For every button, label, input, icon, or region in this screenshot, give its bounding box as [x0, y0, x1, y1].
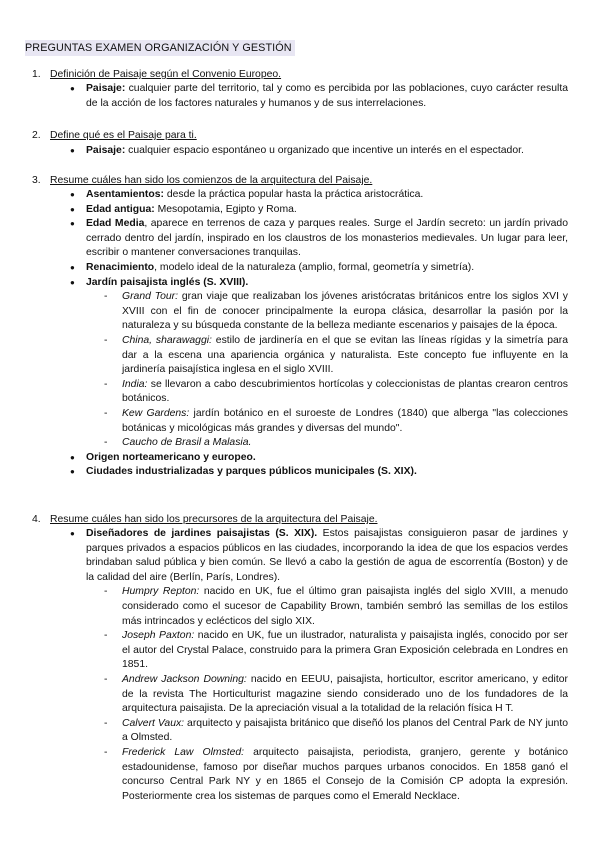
list-item: ● Paisaje: cualquier espacio espontáneo u organizado que incentive un interés en el espectador.: [68, 144, 568, 159]
question-number: 1.: [32, 69, 41, 80]
sub-list-item: - Calvert Vaux: arquitecto y paisajista británico que diseñó los planos del Central Park de NY junto a Olmsted.: [104, 717, 568, 746]
sub-list-item: - China, sharawaggi: estilo de jardinería en el que se evitan las líneas rígidas y la simetría para dar a la escena una apariencia orgánica y naturalista. Este concepto fue influyente en la jardinería paisajística inglesa en el siglo XVIII.: [104, 334, 568, 378]
sub-list-item: - Andrew Jackson Downing: nacido en EEUU, paisajista, horticultor, escritor americano, y editor de la revista The Horticulturist magazine siendo considerado uno de los fundadores de la arquitectura paisajista. De la apreciación visual a la totalidad de la relación física H T.: [104, 673, 568, 717]
question-number: 3.: [32, 175, 41, 186]
sub-list-item: - Kew Gardens: jardín botánico en el suroeste de Londres (1840) que alberga "las colecciones botánicas y micológicas más grandes y diversas del mundo".: [104, 407, 568, 436]
list-item: ● Asentamientos: desde la práctica popular hasta la práctica aristocrática.: [68, 188, 568, 203]
list-item: ● Jardín paisajista inglés (S. XVIII).: [68, 276, 568, 291]
document-title: PREGUNTAS EXAMEN ORGANIZACIÓN Y GESTIÓN: [25, 40, 295, 56]
sub-list-item: - India: se llevaron a cabo descubrimientos hortícolas y coleccionistas de plantas crearon centros botánicos.: [104, 378, 568, 407]
question-4-answer: [68, 527, 568, 804]
sub-list-item: - Grand Tour: gran viaje que realizaban los jóvenes aristócratas británicos entre los siglos XVI y XVIII con el fin de conocer principalmente la europa clásica, desarrollar la pasión por la naturaleza y su búsqueda constante de la belleza mediante escenarios y paisajes de la época.: [104, 290, 568, 334]
question-4-heading: [32, 513, 377, 527]
sub-list-item: - Humpry Repton: nacido en UK, fue el último gran paisajista inglés del siglo XVIII, a menudo considerado como el sucesor de Capability Brown, también sembró las semillas de los estilos más intrincados y eclécticos del siglo XIX.: [104, 585, 568, 629]
question-3-heading: [32, 174, 372, 188]
sub-list-item: - Caucho de Brasil a Malasia.: [104, 436, 568, 451]
list-item: ● Paisaje: cualquier parte del territorio, tal y como es percibida por las poblaciones, cuyo carácter resulta de la acción de los factores naturales y humanos y de sus interrelaciones.: [68, 82, 568, 111]
sub-list: [68, 290, 568, 451]
sub-list-item: - Frederick Law Olmsted: arquitecto paisajista, periodista, granjero, gerente y botánico estadounidense, famoso por diseñar muchos parques urbanos conocidos. En 1858 ganó el concurso Central Park NY y en 1865 el Consejo de la Comisión CP adopta la expresión. Posteriormente crea los sistemas de parques como el Emerald Necklace.: [104, 746, 568, 804]
question-text: Define qué es el Paisaje para ti.: [50, 130, 197, 141]
question-1-answer: [68, 82, 568, 111]
question-text: Definición de Paisaje según el Convenio Europeo.: [50, 69, 282, 80]
list-item: ● Edad antigua: Mesopotamia, Egipto y Roma.: [68, 203, 568, 218]
list-item: ● Ciudades industrializadas y parques públicos municipales (S. XIX).: [68, 465, 568, 480]
list-item: ● Origen norteamericano y europeo.: [68, 451, 568, 466]
question-2-heading: [32, 129, 197, 143]
sub-list: [68, 585, 568, 804]
question-1-heading: [32, 68, 281, 82]
list-item: ● Edad Media, aparece en terrenos de caza y parques reales. Surge el Jardín secreto: un jardín privado cerrado dentro del jardín, inspirado en los claustros de los monasterios medievales. Un lugar para leer, escribir o mantener conversaciones tranquilas.: [68, 217, 568, 261]
question-text: Resume cuáles han sido los precursores de la arquitectura del Paisaje.: [50, 514, 378, 525]
question-2-answer: [68, 144, 568, 159]
question-text: Resume cuáles han sido los comienzos de la arquitectura del Paisaje.: [50, 175, 373, 186]
list-item: ● Renacimiento, modelo ideal de la naturaleza (amplio, formal, geometría y simetría).: [68, 261, 568, 276]
question-3-answer: [68, 188, 568, 480]
sub-list-item: - Joseph Paxton: nacido en UK, fue un ilustrador, naturalista y paisajista inglés, conocido por ser el autor del Crystal Palace, construido para la primera Gran Exposición celebrada en Londres en 1851.: [104, 629, 568, 673]
question-number: 2.: [32, 130, 41, 141]
list-item: ● Diseñadores de jardines paisajistas (S. XIX). Estos paisajistas consiguieron pasar de jardines y parques privados a espacios públicos en las ciudades, incorporando la idea de que los espacios verdes brindaban salud pública y bien común. Se llevó a cabo la gestión de agua de escorrentía (Boston) y de la calidad del aire (Berlín, París, Londres).: [68, 527, 568, 585]
question-number: 4.: [32, 514, 41, 525]
